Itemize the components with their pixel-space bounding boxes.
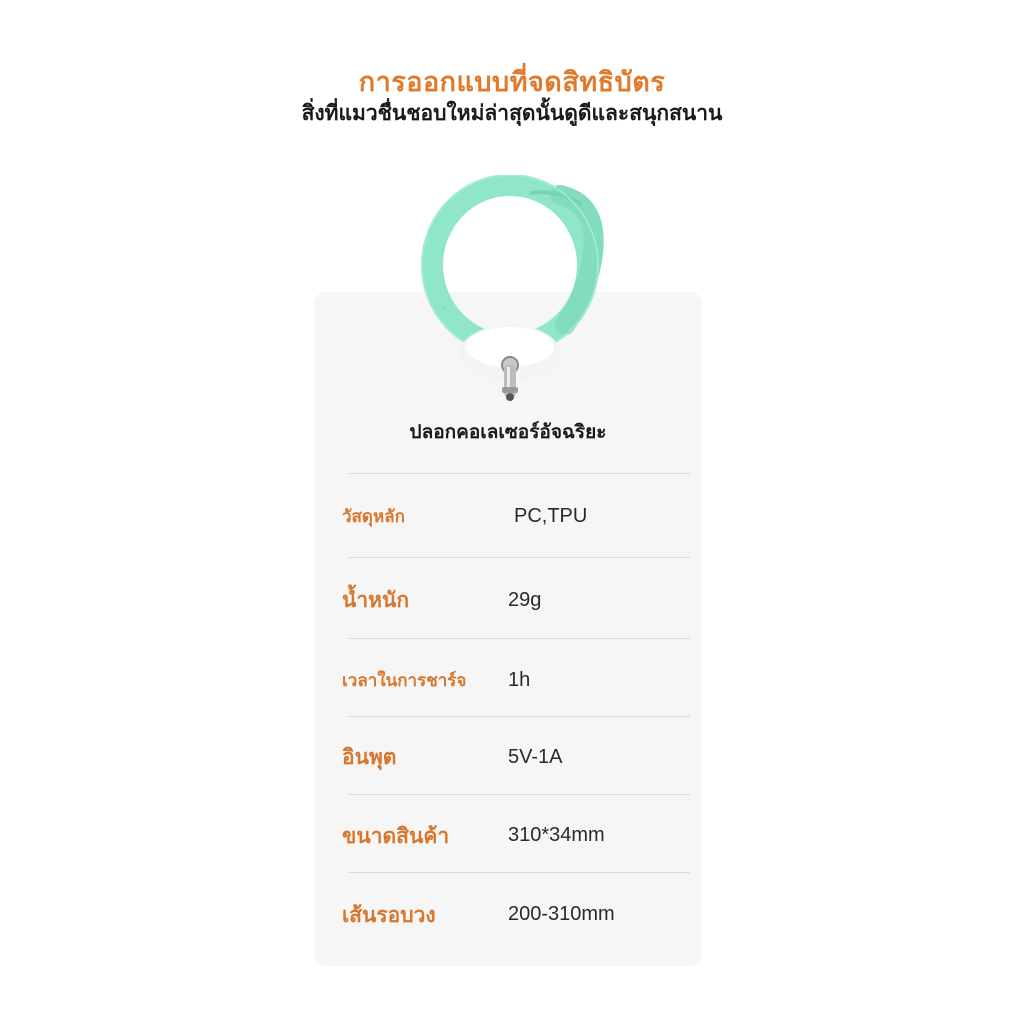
divider [348, 794, 690, 795]
spec-label-charge-time: เวลาในการชาร์จ [342, 671, 467, 691]
product-name: ปลอกคอเลเซอร์อัจฉริยะ [409, 421, 607, 443]
divider [348, 473, 690, 474]
divider [348, 638, 690, 639]
divider [348, 872, 690, 873]
spec-label-weight: น้ำหนัก [342, 588, 410, 612]
page-subtitle: สิ่งที่แมวชื่นชอบใหม่ล่าสุดนั้นดูดีและสนุกสนาน [301, 101, 723, 125]
spec-value-charge-time: 1h [508, 669, 531, 691]
spec-value-circumference: 200-310mm [508, 903, 615, 925]
spec-label-size: ขนาดสินค้า [342, 824, 450, 848]
product-image-collar [410, 175, 620, 415]
spec-value-material: PC,TPU [514, 505, 588, 527]
page-title: การออกแบบที่จดสิทธิบัตร [358, 67, 666, 98]
spec-label-material: วัสดุหลัก [342, 507, 405, 527]
spec-value-input: 5V-1A [508, 746, 563, 768]
divider [348, 557, 690, 558]
divider [348, 716, 690, 717]
spec-label-input: อินพุต [342, 745, 397, 769]
spec-value-size: 310*34mm [508, 824, 605, 846]
spec-label-circumference: เส้นรอบวง [342, 903, 436, 927]
spec-value-weight: 29g [508, 589, 542, 611]
